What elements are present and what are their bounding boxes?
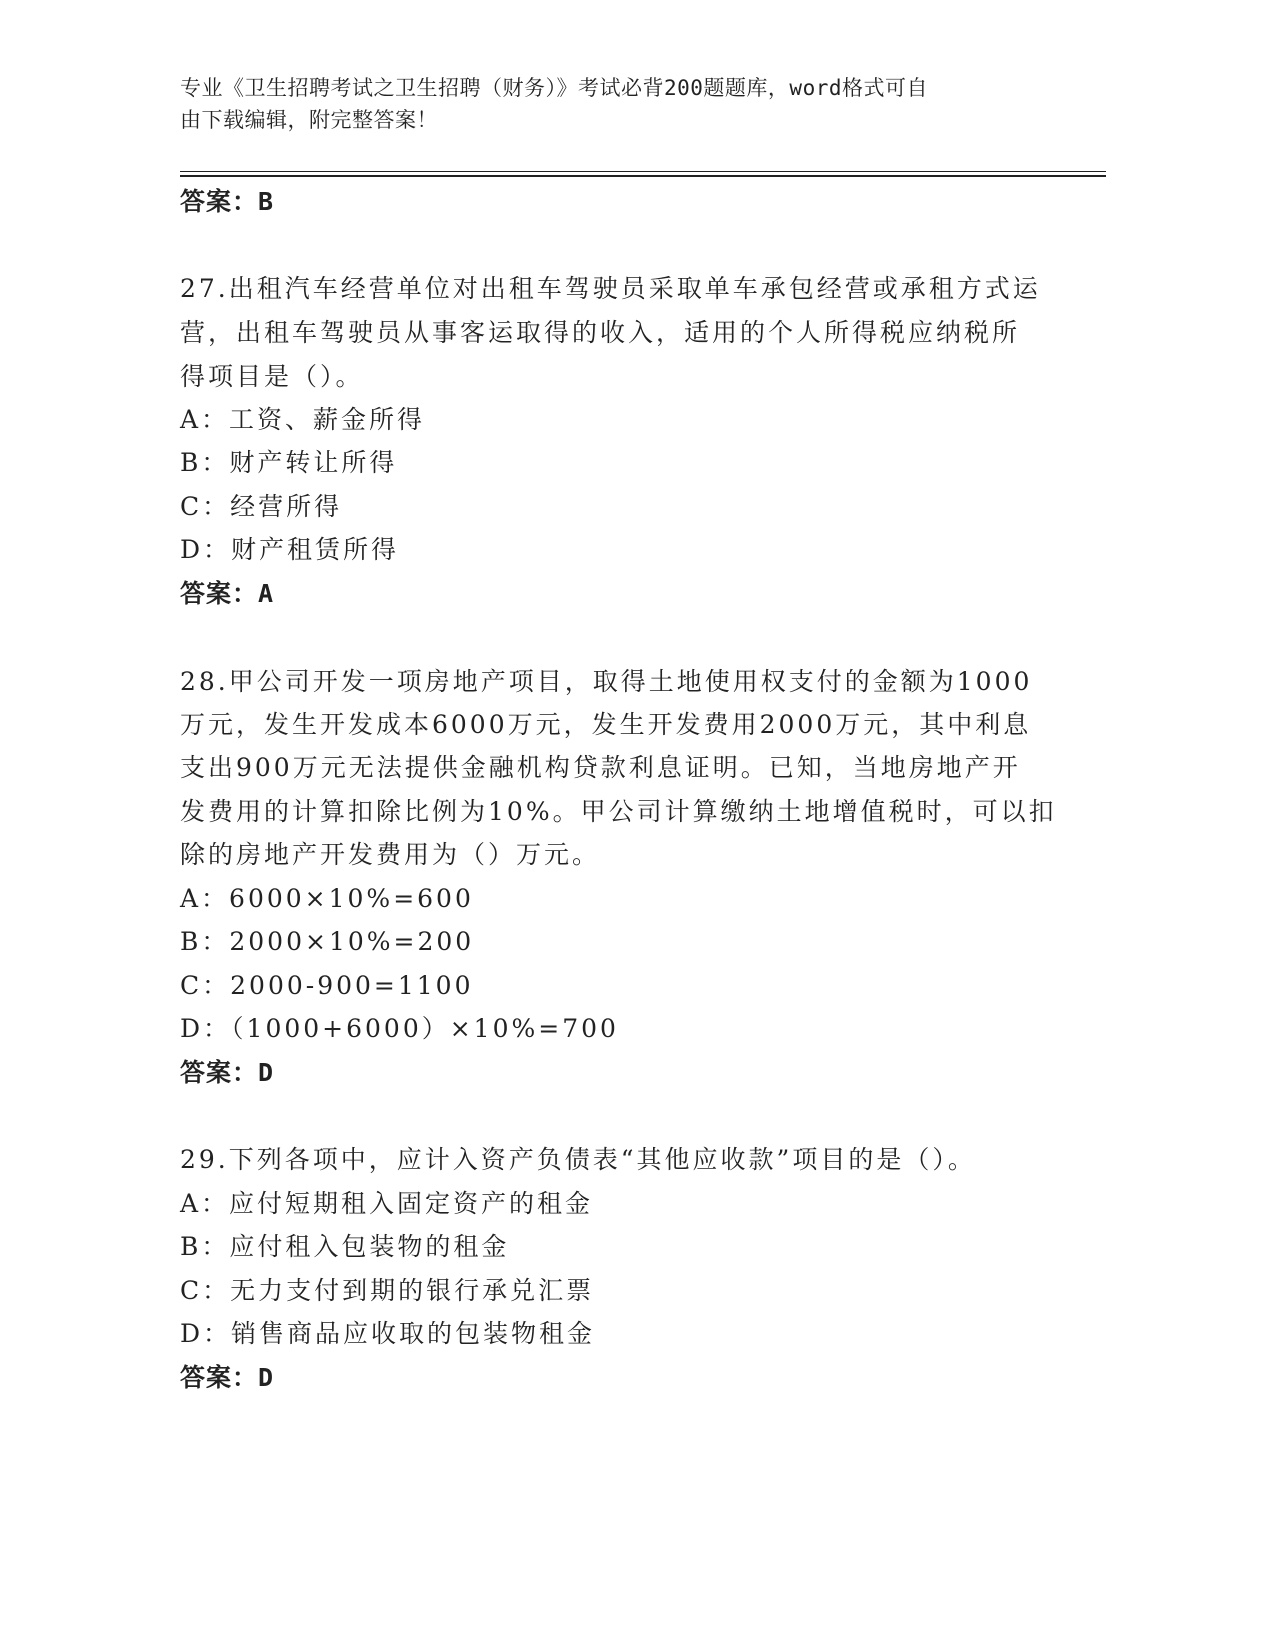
header-line: 专业《卫生招聘考试之卫生招聘（财务）》考试必背200题题库，word格式可自 bbox=[180, 76, 928, 100]
option-d: D：销售商品应收取的包装物租金 bbox=[180, 1319, 596, 1348]
question-text: 营，出租车驾驶员从事客运取得的收入，适用的个人所得税应纳税所 bbox=[180, 318, 1021, 347]
question-text: 28.甲公司开发一项房地产项目，取得土地使用权支付的金额为1000 bbox=[180, 667, 1033, 696]
header-divider bbox=[180, 171, 1106, 172]
option-c: C：经营所得 bbox=[180, 492, 343, 521]
answer-line: 答案：D bbox=[180, 1363, 275, 1392]
option-a: A：工资、薪金所得 bbox=[180, 405, 426, 434]
question-text: 除的房地产开发费用为（）万元。 bbox=[180, 840, 601, 869]
option-a: A：6000×10%=600 bbox=[180, 884, 474, 913]
question-text: 发费用的计算扣除比例为10%。甲公司计算缴纳土地增值税时，可以扣 bbox=[180, 797, 1057, 826]
option-c: C：2000-900=1100 bbox=[180, 971, 474, 1000]
page-header bbox=[180, 72, 1040, 136]
question-text: 得项目是（）。 bbox=[180, 362, 364, 391]
option-b: B：财产转让所得 bbox=[180, 448, 398, 477]
header-line: 由下载编辑，附完整答案！ bbox=[180, 108, 438, 132]
header-divider bbox=[180, 175, 1106, 177]
answer-line: 答案：A bbox=[180, 579, 275, 608]
option-a: A：应付短期租入固定资产的租金 bbox=[180, 1189, 594, 1218]
question-text: 29.下列各项中，应计入资产负债表“其他应收款”项目的是（）。 bbox=[180, 1145, 976, 1174]
option-d: D：（1000+6000）×10%=700 bbox=[180, 1014, 619, 1043]
answer-line: 答案：D bbox=[180, 1058, 275, 1087]
option-b: B：2000×10%=200 bbox=[180, 927, 475, 956]
question-text: 支出900万元无法提供金融机构贷款利息证明。已知，当地房地产开 bbox=[180, 753, 1021, 782]
option-d: D：财产租赁所得 bbox=[180, 535, 400, 564]
answer-line: 答案：B bbox=[180, 187, 275, 216]
question-text: 27.出租汽车经营单位对出租车驾驶员采取单车承包经营或承租方式运 bbox=[180, 274, 1041, 303]
option-b: B：应付租入包装物的租金 bbox=[180, 1232, 510, 1261]
question-text: 万元，发生开发成本6000万元，发生开发费用2000万元，其中利息 bbox=[180, 710, 1032, 739]
option-c: C：无力支付到期的银行承兑汇票 bbox=[180, 1276, 595, 1305]
